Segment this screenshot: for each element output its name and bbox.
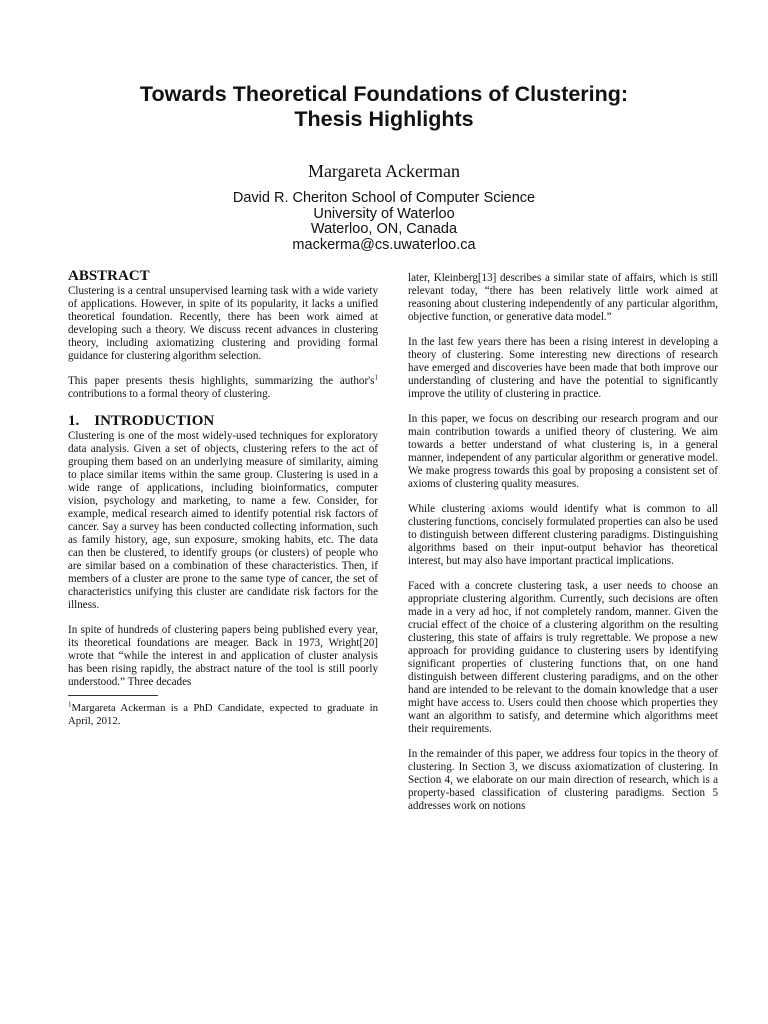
left-column — [68, 268, 378, 739]
intro-paragraph-2: In spite of hundreds of clustering papers being published every year, its theoretical foundations are meager. Back in 1973, Wright[20] wrote that “while the interest in and application of cluster analysis has been rising rapidly, the abstract nature of the tool is still poorly understood.” Three decades — [68, 624, 378, 688]
right-paragraph-5: Faced with a concrete clustering task, a user needs to choose an appropriate clustering algorithm. Currently, such decisions are often made in a very ad hoc, if not completely random, manner. Given the crucial effect of the choice of a clustering algorithm on the resulting clustering, this state of affairs is truly regrettable. We propose a new approach for providing guidance to clustering users by identifying significant properties of clustering functions that, on one hand distinguish between different clustering paradigms, and on the other hand are intended to be relevant to the domain knowledge that a user might have access to. Users could then choose which properties they want an algorithm to satisfy, and determine which algorithms meet their requirements. — [408, 580, 718, 735]
author-affiliation — [80, 191, 688, 253]
author-email: mackerma@cs.uwaterloo.ca — [292, 236, 476, 253]
paper-title — [80, 82, 688, 132]
right-paragraph-3: In this paper, we focus on describing our research program and our main contribution towards a unified theory of clustering. We aim towards a better understand of what clustering is, in a general manner, independent of any particular algorithm or generative model. We make progress towards this goal by proposing a consistent set of axioms of clustering quality measures. — [408, 413, 718, 490]
author-name: Margareta Ackerman — [307, 161, 461, 181]
right-column — [408, 272, 718, 825]
abstract-paragraph-2 — [68, 375, 378, 401]
title-line-1: Towards Theoretical Foundations of Clustering: — [139, 82, 629, 106]
introduction-heading: 1. INTRODUCTION — [68, 413, 215, 429]
affiliation-university: University of Waterloo — [313, 205, 455, 222]
right-paragraph-6: In the remainder of this paper, we address four topics in the theory of clustering. In Section 3, we discuss axiomatization of clustering. In Section 4, we elaborate on our main direction of research, which is a property-based classification of clustering paradigms. Section 5 addresses work on notions — [408, 748, 718, 812]
right-paragraph-4: While clustering axioms would identify what is common to all clustering functions, concisely formulated properties can also be used to distinguish between different clustering paradigms. Distinguishing algorithms based on their input-output behavior has theoretical interest, but may also have important practical implications. — [408, 503, 718, 567]
abstract-heading: ABSTRACT — [68, 268, 150, 284]
abstract-paragraph-1: Clustering is a central unsupervised learning task with a wide variety of applications. However, in spite of its popularity, it lacks a unified theoretical foundation. Recently, there has been work aimed at developing such a theory. We discuss recent advances in clustering theory, including axiomatizing clustering and providing formal guidance for clustering algorithm selection. — [68, 285, 378, 362]
abstract-p2-text: This paper presents thesis highlights, summarizing the author's — [68, 375, 375, 387]
affiliation-school: David R. Cheriton School of Computer Science — [232, 190, 536, 206]
right-paragraph-1: later, Kleinberg[13] describes a similar state of affairs, which is still relevant today, “there has been relatively little work aimed at reasoning about clustering independently of any particular algorithm, objective function, or generative data model.” — [408, 272, 718, 323]
footnote — [68, 702, 378, 727]
footnote-number: 1 — [68, 700, 72, 709]
intro-paragraph-1: Clustering is one of the most widely-used techniques for exploratory data analysis. Given a set of objects, clustering refers to the act of grouping them based on an underlying measure of similarity, aiming to place similar items within the same group. Clustering is used in a wide range of applications, including bioinformatics, computer vision, psychology and marketing, to name a few. Consider, for example, medical research aimed to identify potential risk factors of cancer. Say a survey has been conducted collecting information, such as family history, age, sun exposure, smoking habits, etc. The data can then be clustered, to identify groups (or clusters) of people who are similar based on a combination of these characteristics. Then, if members of a cluster are prone to the same type of cancer, the set of characteristics unifying this cluster are candidate risk factors for the illness. — [68, 430, 378, 611]
right-paragraph-2: In the last few years there has been a rising interest in developing a theory of clustering. Some interesting new directions of research have emerged and discoveries have been made that both improve our understanding of clustering and have the potential to significantly improve the utility of clustering in practice. — [408, 336, 718, 400]
affiliation-location: Waterloo, ON, Canada — [310, 221, 458, 237]
footnote-text: Margareta Ackerman is a PhD Candidate, expected to graduate in April, 2012. — [68, 702, 378, 727]
abstract-p2-text-end: contributions to a formal theory of clustering. — [68, 388, 271, 400]
title-line-2: Thesis Highlights — [294, 107, 474, 131]
footnote-divider — [68, 695, 158, 696]
footnote-marker: 1 — [374, 373, 378, 382]
